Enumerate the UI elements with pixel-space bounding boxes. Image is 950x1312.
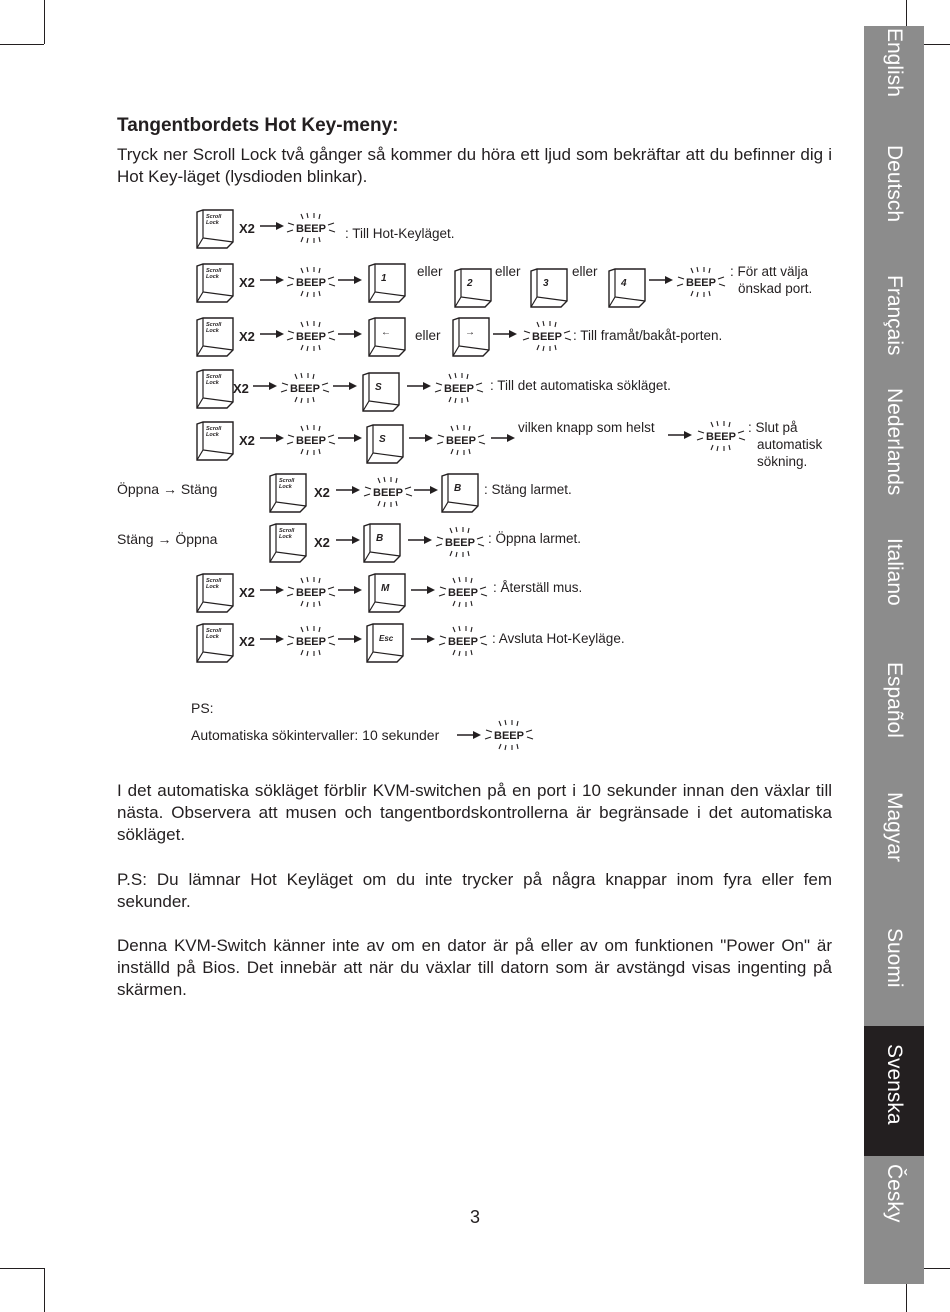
- times-two-label: X2: [239, 433, 255, 448]
- beep-icon: [434, 525, 486, 559]
- key-s: [365, 423, 405, 465]
- times-two-label: X2: [239, 634, 255, 649]
- svg-text:Lock: Lock: [279, 484, 292, 490]
- svg-text:←: ←: [381, 327, 391, 338]
- tab-label: Suomi: [883, 928, 906, 988]
- tab-label: Español: [883, 662, 906, 738]
- svg-text:S: S: [379, 434, 386, 445]
- ps-label: PS:: [191, 700, 214, 716]
- arrow-right-icon: [457, 730, 481, 740]
- svg-text:1: 1: [381, 273, 387, 284]
- crop-mark: [0, 44, 44, 45]
- svg-text:Scroll: Scroll: [279, 478, 295, 484]
- crop-mark: [44, 1268, 45, 1312]
- arrow-right-icon: [411, 585, 435, 595]
- tab-nederlands[interactable]: [864, 386, 924, 538]
- arrow-right-icon: [260, 433, 284, 443]
- ps-interval-text: Automatiska sökintervaller: 10 sekunder: [191, 727, 440, 743]
- svg-text:2: 2: [467, 278, 473, 289]
- tab-italiano[interactable]: [864, 536, 924, 648]
- arrow-right-icon: [336, 485, 360, 495]
- tab-label: Nederlands: [883, 388, 906, 496]
- sequence-description: : Återställ mus.: [493, 580, 583, 595]
- arrow-right-icon: [253, 381, 277, 391]
- svg-text:4: 4: [621, 278, 627, 289]
- svg-text:Lock: Lock: [206, 328, 219, 334]
- key-m: [367, 572, 407, 614]
- arrow-right-icon: [260, 585, 284, 595]
- from-state: Öppna: [117, 481, 160, 497]
- arrow-right-icon: [409, 433, 433, 443]
- sequence-select-port: [195, 262, 835, 312]
- arrow-right-icon: [411, 634, 435, 644]
- svg-text:Lock: Lock: [206, 274, 219, 280]
- tab-label: Italiano: [883, 538, 906, 606]
- section-heading: Tangentbordets Hot Key-meny:: [117, 115, 399, 136]
- arrow-right-icon: [260, 275, 284, 285]
- sequence-description: : Till framåt/bakåt-porten.: [573, 328, 723, 343]
- or-label: eller: [572, 264, 598, 279]
- beep-icon: [285, 319, 337, 353]
- svg-text:Lock: Lock: [279, 534, 292, 540]
- scroll-lock-key: [195, 316, 235, 358]
- svg-text:BEEP: BEEP: [532, 331, 562, 343]
- svg-text:BEEP: BEEP: [446, 435, 476, 447]
- svg-text:BEEP: BEEP: [296, 277, 326, 289]
- svg-text:BEEP: BEEP: [290, 383, 320, 395]
- tab-deutsch[interactable]: [864, 143, 924, 268]
- svg-text:Lock: Lock: [206, 220, 219, 226]
- tab-suomi[interactable]: [864, 926, 924, 1026]
- svg-text:BEEP: BEEP: [296, 223, 326, 235]
- key-1: [367, 262, 407, 304]
- svg-text:Scroll: Scroll: [206, 214, 222, 220]
- beep-icon: [435, 423, 487, 457]
- times-two-label: X2: [239, 329, 255, 344]
- scroll-lock-key: [195, 368, 235, 410]
- times-two-label: X2: [314, 535, 330, 550]
- key-esc: [365, 622, 405, 664]
- times-two-label: X2: [314, 485, 330, 500]
- tab-label: Deutsch: [883, 145, 906, 223]
- tab-label: Česky: [883, 1164, 906, 1223]
- tab-espanol[interactable]: [864, 660, 924, 772]
- arrow-right-icon: [338, 585, 362, 595]
- to-state: Öppna: [175, 531, 218, 547]
- body-paragraph: I det automatiska sökläget förblir KVM-switchen på en port i 10 sekunder innan den växlar till nästa. Observera att musen och tangentbordskontrollerna är begränsade i det automatiska sökläget.: [117, 781, 832, 844]
- sequence-description: : För att välja: [730, 264, 809, 279]
- times-two-label: X2: [239, 585, 255, 600]
- sequence-description: automatisk: [757, 437, 823, 452]
- svg-text:B: B: [376, 533, 384, 544]
- scroll-lock-key: [195, 262, 235, 304]
- or-label: eller: [415, 328, 441, 343]
- svg-text:Lock: Lock: [206, 584, 219, 590]
- sequence-description: sökning.: [757, 454, 808, 469]
- tab-svenska[interactable]: [864, 1026, 924, 1156]
- key-4: [607, 267, 647, 309]
- sequence-description: : Slut på: [748, 420, 798, 435]
- arrow-right-icon: [649, 275, 673, 285]
- from-state: Stäng: [117, 531, 154, 547]
- ps-interval: [191, 718, 551, 758]
- svg-text:Scroll: Scroll: [206, 322, 222, 328]
- beep-icon: [285, 211, 337, 245]
- sequence-description: : Avsluta Hot-Keyläge.: [492, 631, 625, 646]
- svg-text:Scroll: Scroll: [206, 268, 222, 274]
- svg-text:Lock: Lock: [206, 634, 219, 640]
- or-label: eller: [417, 264, 443, 279]
- crop-mark: [0, 1268, 44, 1269]
- times-two-label: X2: [233, 381, 249, 396]
- svg-text:BEEP: BEEP: [686, 277, 716, 289]
- sequence-description: : Stäng larmet.: [484, 482, 572, 497]
- arrow-right-icon: [260, 634, 284, 644]
- arrow-right-icon: [260, 221, 284, 231]
- sequence-description: : Till det automatiska sökläget.: [490, 378, 671, 393]
- tab-magyar[interactable]: [864, 790, 924, 902]
- svg-text:BEEP: BEEP: [448, 587, 478, 599]
- beep-icon: [483, 718, 535, 752]
- arrow-right-icon: →: [162, 481, 177, 497]
- any-key-label: vilken knapp som helst: [518, 420, 655, 435]
- arrow-right-icon: [338, 634, 362, 644]
- beep-icon: [433, 371, 485, 405]
- key-arrow-right: [451, 316, 491, 358]
- svg-text:BEEP: BEEP: [296, 331, 326, 343]
- svg-text:BEEP: BEEP: [296, 587, 326, 599]
- tab-francais[interactable]: [864, 273, 924, 385]
- sequence-next-prev-port: [195, 316, 755, 366]
- body-paragraph: P.S: Du lämnar Hot Keyläget om du inte trycker på några knappar inom fyra eller fem sekunder.: [117, 870, 832, 911]
- beep-icon: [521, 319, 573, 353]
- tab-label: English: [883, 28, 906, 97]
- arrow-right-icon: [408, 535, 432, 545]
- svg-text:Scroll: Scroll: [206, 374, 222, 380]
- scroll-lock-key: [195, 420, 235, 462]
- to-state: Stäng: [180, 481, 218, 497]
- svg-text:Scroll: Scroll: [279, 528, 295, 534]
- scroll-lock-key: [268, 472, 308, 514]
- svg-text:BEEP: BEEP: [494, 730, 524, 742]
- arrow-right-icon: [333, 381, 357, 391]
- times-two-label: X2: [239, 275, 255, 290]
- svg-text:BEEP: BEEP: [296, 435, 326, 447]
- tab-label: Svenska: [883, 1044, 906, 1125]
- sequence-auto-scan: [195, 368, 715, 418]
- scroll-lock-key: [195, 208, 235, 250]
- arrow-right-icon: [336, 535, 360, 545]
- svg-text:Lock: Lock: [206, 380, 219, 386]
- arrow-right-icon: [338, 329, 362, 339]
- tab-english[interactable]: [864, 26, 924, 138]
- sequence-open-alarm: [268, 522, 608, 572]
- beep-icon: [695, 419, 747, 453]
- sequence-description: : Öppna larmet.: [488, 531, 582, 546]
- svg-text:BEEP: BEEP: [445, 537, 475, 549]
- key-arrow-left: [367, 316, 407, 358]
- svg-text:M: M: [381, 583, 390, 594]
- intro-paragraph: Tryck ner Scroll Lock två gånger så kommer du höra ett ljud som bekräftar att du befinner dig i Hot Key-läget (lysdioden blinkar).: [117, 145, 832, 186]
- arrow-right-icon: [407, 381, 431, 391]
- svg-text:3: 3: [543, 278, 549, 289]
- sequence-hotkey-mode: [195, 208, 595, 258]
- arrow-right-icon: [260, 329, 284, 339]
- times-two-label: X2: [239, 221, 255, 236]
- svg-text:BEEP: BEEP: [296, 636, 326, 648]
- open-to-close-label: [117, 481, 217, 497]
- arrow-right-icon: [338, 433, 362, 443]
- key-b: [362, 522, 402, 564]
- svg-text:Scroll: Scroll: [206, 578, 222, 584]
- key-2: [453, 267, 493, 309]
- arrow-right-icon: [414, 485, 438, 495]
- scroll-lock-key: [268, 522, 308, 564]
- svg-text:BEEP: BEEP: [706, 431, 736, 443]
- svg-text:BEEP: BEEP: [373, 487, 403, 499]
- arrow-right-icon: [493, 329, 517, 339]
- beep-icon: [279, 371, 331, 405]
- sequence-stop-scan: [195, 420, 835, 470]
- beep-icon: [285, 265, 337, 299]
- key-3: [529, 267, 569, 309]
- beep-icon: [437, 575, 489, 609]
- sequence-description: : Till Hot-Keyläget.: [345, 226, 455, 241]
- tab-label: Magyar: [883, 792, 906, 863]
- or-label: eller: [495, 264, 521, 279]
- svg-text:Scroll: Scroll: [206, 628, 222, 634]
- tab-label: Français: [883, 275, 906, 356]
- close-to-open-label: [117, 531, 217, 547]
- svg-text:→: →: [465, 327, 475, 338]
- beep-icon: [285, 423, 337, 457]
- sequence-exit-hotkey: [195, 622, 655, 672]
- sequence-reset-mouse: [195, 572, 625, 622]
- sequence-close-alarm: [268, 472, 608, 522]
- svg-text:BEEP: BEEP: [448, 636, 478, 648]
- key-b: [440, 472, 480, 514]
- scroll-lock-key: [195, 572, 235, 614]
- language-tabs: [864, 26, 924, 1284]
- sequence-description: önskad port.: [738, 281, 813, 296]
- beep-icon: [285, 624, 337, 658]
- crop-mark: [44, 0, 45, 44]
- arrow-right-icon: [491, 433, 515, 443]
- arrow-right-icon: [338, 275, 362, 285]
- arrow-right-icon: →: [157, 531, 172, 547]
- svg-text:B: B: [454, 483, 462, 494]
- svg-text:BEEP: BEEP: [444, 383, 474, 395]
- key-s: [361, 371, 401, 413]
- svg-text:Esc: Esc: [379, 634, 394, 643]
- scroll-lock-key: [195, 622, 235, 664]
- beep-icon: [362, 475, 414, 509]
- beep-icon: [437, 624, 489, 658]
- svg-text:S: S: [375, 382, 382, 393]
- svg-text:Lock: Lock: [206, 432, 219, 438]
- page-number: 3: [469, 1207, 480, 1227]
- arrow-right-icon: [668, 430, 692, 440]
- beep-icon: [285, 575, 337, 609]
- body-paragraph: Denna KVM-Switch känner inte av om en dator är på eller av om funktionen "Power On" är inställd på Bios. Det innebär att när du växlar till datorn som är avstängd visas ingenting på skärmen.: [117, 936, 832, 999]
- svg-text:Scroll: Scroll: [206, 426, 222, 432]
- beep-icon: [675, 265, 727, 299]
